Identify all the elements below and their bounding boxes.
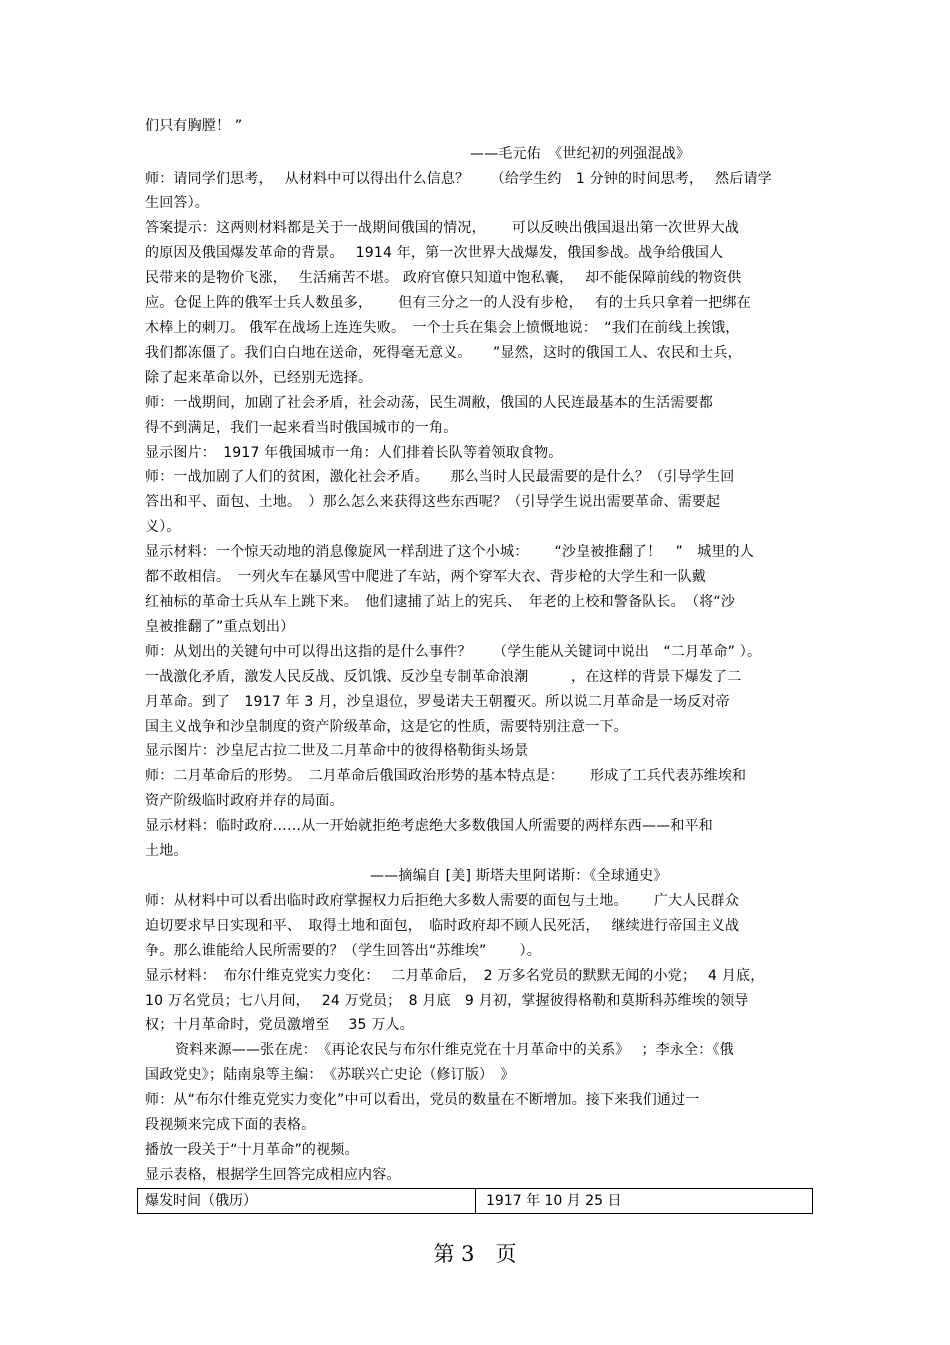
text-line: 土地。 — [145, 843, 188, 859]
text-line: 显示材料：临时政府……从一开始就拒绝考虑绝大多数俄国人所需要的两样东西——和平和 — [145, 818, 713, 834]
text-line: 月革命。到了 1917 年 3 月，沙皇退位，罗曼诺夫王朝覆灭。所以说二月革命是一场反对帝 — [145, 694, 730, 710]
text-line: 一战激化矛盾，激发人民反战、反饥饿、反沙皇专制革命浪潮 ，在这样的背景下爆发了二 — [145, 669, 742, 685]
text-line: 显示材料：一个惊天动地的消息像旋风一样刮进了这个小城： “沙皇被推翻了！ ” 城里的人 — [145, 544, 754, 560]
text-line: 争。那么谁能给人民所需要的？（学生回答出“苏维埃” ）。 — [145, 943, 541, 959]
text-line: 除了起来革命以外，已经别无选择。 — [145, 370, 373, 386]
text-line: 师：从“布尔什维克党实力变化”中可以看出，党员的数量在不断增加。接下来我们通过一 — [145, 1092, 700, 1108]
text-line: 权；十月革命时，党员激增至 35 万人。 — [145, 1017, 414, 1033]
revolution-table — [137, 1188, 813, 1214]
text-line: 显示图片：沙皇尼古拉二世及二月革命中的彼得格勒街头场景 — [145, 743, 529, 759]
table-cell-label: 爆发时间（俄历） — [138, 1189, 476, 1213]
text-line: 木棒上的刺刀。 俄军在战场上连连失败。 一个士兵在集会上愤慨地说： “我们在前线上挨饿， — [145, 320, 740, 336]
text-line: 我们都冻僵了。我们白白地在送命，死得毫无意义。 ”显然，这时的俄国工人、农民和士兵， — [145, 345, 742, 361]
text-line: 国主义战争和沙皇制度的资产阶级革命，这是它的性质，需要特别注意一下。 — [145, 719, 628, 735]
text-line: 显示表格，根据学生回答完成相应内容。 — [145, 1167, 401, 1183]
text-line: 都不敢相信。 一列火车在暴风雪中爬进了车站，两个穿军大衣、背步枪的大学生和一队戴 — [145, 569, 706, 585]
text-line: 皇被推翻了”重点划出） — [145, 619, 295, 635]
text-line: 师：从划出的关键句中可以得出这指的是什么事件？ （学生能从关键词中说出 “二月革命” ）。 — [145, 644, 762, 660]
text-line: 师：从材料中可以看出临时政府掌握权力后拒绝大多数人需要的面包与土地。 广大人民群众 — [145, 893, 740, 909]
text-line: 应。仓促上阵的俄军士兵人数虽多， 但有三分之一的人没有步枪， 有的士兵只拿着一把绑在 — [145, 295, 751, 311]
text-line: 师：请同学们思考， 从材料中可以得出什么信息？ （给学生约 1 分钟的时间思考， 然后请学 — [145, 171, 772, 187]
text-line: 10 万名党员；七八月间， 24 万党员； 8 月底 9 月初，掌握彼得格勒和莫斯科苏维埃的领导 — [145, 993, 749, 1009]
text-line: 资产阶级临时政府并存的局面。 — [145, 793, 344, 809]
text-line: 答出和平、面包、土地。 ）那么怎么来获得这些东西呢？（引导学生说出需要革命、需要起 — [145, 494, 721, 510]
text-line: 答案提示：这两则材料都是关于一战期间俄国的情况， 可以反映出俄国退出第一次世界大战 — [145, 220, 740, 236]
text-line: 迫切要求早日实现和平、 取得土地和面包， 临时政府却不顾人民死活， 继续进行帝国主义战 — [145, 918, 740, 934]
text-line: 师：一战加剧了人们的贫困，激化社会矛盾。 那么当时人民最需要的是什么？（引导学生回 — [145, 469, 735, 485]
text-line: 师：二月革命后的形势。 二月革命后俄国政治形势的基本特点是： 形成了工兵代表苏维埃和 — [145, 768, 747, 784]
text-line: 显示材料： 布尔什维克党实力变化： 二月革命后， 2 万多名党员的默默无闻的小党； 4 月底， — [145, 968, 765, 984]
text-line: 生回答）。 — [145, 195, 209, 211]
citation-line: ——毛元佑 《世纪初的列强混战》 — [470, 146, 691, 162]
text-line: 播放一段关于“十月革命”的视频。 — [145, 1142, 359, 1158]
text-line: 显示图片： 1917 年俄国城市一角：人们排着长队等着领取食物。 — [145, 445, 563, 461]
text-line: 段视频来完成下面的表格。 — [145, 1117, 316, 1133]
page-number: 第 3 页 — [433, 1242, 517, 1266]
text-line: 民带来的是物价飞涨， 生活痛苦不堪。 政府官僚只知道中饱私囊， 却不能保障前线的物资供 — [145, 270, 742, 286]
source-line: 资料来源——张在虎： 《再论农民与布尔什维克党在十月革命中的关系》 ；李永全：《俄 — [175, 1042, 734, 1058]
text-line: 师：一战期间，加剧了社会矛盾，社会动荡，民生凋敝，俄国的人民连最基本的生活需要都 — [145, 395, 713, 411]
text-line: 义）。 — [145, 519, 181, 535]
text-line: 得不到满足，我们一起来看当时俄国城市的一角。 — [145, 420, 458, 436]
text-line: 的原因及俄国爆发革命的背景。 1914 年，第一次世界大战爆发，俄国参战。战争给俄国人 — [145, 245, 724, 261]
table-cell-value: 1917 年 10 月 25 日 — [486, 1193, 622, 1209]
citation-line: ——摘编自 [美] 斯塔夫里阿诺斯：《全球通史》 — [370, 868, 668, 884]
text-line: 红袖标的革命士兵从车上跳下来。 他们逮捕了站上的宪兵、 年老的上校和警备队长。 （将“沙 — [145, 594, 736, 610]
text-line: 国政党史》；陆南泉等主编： 《苏联兴亡史论（修订版） 》 — [145, 1067, 515, 1083]
text-line: 们只有胸膛！ ” — [145, 118, 243, 134]
